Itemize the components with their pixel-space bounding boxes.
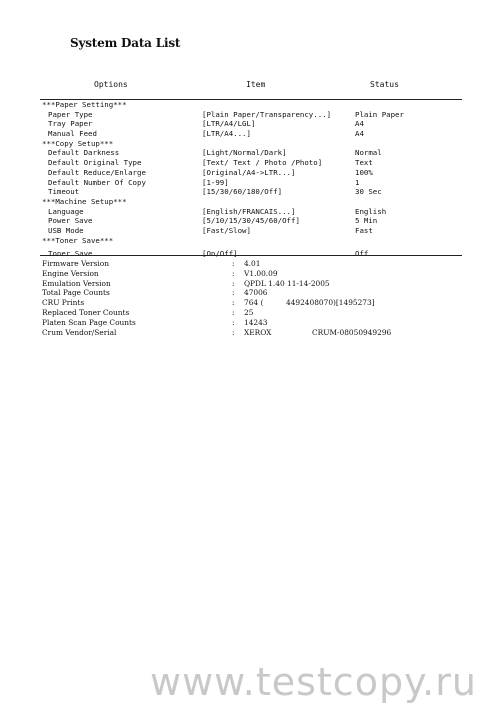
settings-row xyxy=(0,119,500,129)
info-value: XEROX xyxy=(244,327,272,337)
setting-item-choices: [Light/Normal/Dark] xyxy=(202,148,287,158)
setting-status: Fast xyxy=(355,225,373,235)
setting-status: Plain Paper xyxy=(355,109,404,119)
setting-item-choices: [Plain Paper/Transparency...] xyxy=(202,109,332,119)
setting-item-choices: [On/Off] xyxy=(202,249,238,259)
info-colon: : xyxy=(232,278,235,288)
setting-option: Default Reduce/Enlarge xyxy=(48,167,146,177)
info-value: V1.00.09 xyxy=(244,268,278,278)
header-status: Status xyxy=(370,80,399,89)
setting-status: A4 xyxy=(355,129,364,139)
setting-item-choices: [English/FRANCAIS...] xyxy=(202,206,296,216)
setting-item-choices: [1-99] xyxy=(202,177,229,187)
setting-option: Toner Save xyxy=(48,249,93,259)
info-value: 4.01 xyxy=(244,259,261,268)
info-colon: : xyxy=(232,268,235,278)
info-label: Platen Scan Page Counts xyxy=(42,317,136,327)
info-value: 14243 xyxy=(244,317,268,327)
settings-row xyxy=(0,158,500,168)
setting-option: Manual Feed xyxy=(48,129,97,139)
info-value-extra: 4492408070)[1495273] xyxy=(286,298,375,308)
settings-row xyxy=(0,216,500,226)
settings-section-header xyxy=(0,197,500,207)
info-row xyxy=(0,279,500,289)
setting-status: A4 xyxy=(355,119,364,129)
watermark: www.testcopy.ru xyxy=(150,660,477,704)
info-row xyxy=(0,269,500,279)
setting-option: ***Copy Setup*** xyxy=(42,138,114,148)
setting-option: ***Machine Setup*** xyxy=(42,196,127,206)
info-label: Replaced Toner Counts xyxy=(42,307,130,317)
info-label: Firmware Version xyxy=(42,259,109,268)
setting-status: Off xyxy=(355,249,369,259)
info-colon: : xyxy=(232,307,235,317)
setting-item-choices: [Text/ Text / Photo /Photo] xyxy=(202,158,323,168)
settings-row xyxy=(0,129,500,139)
page-title: System Data List xyxy=(70,36,181,50)
info-serial: CRUM-08050949296 xyxy=(312,327,392,337)
settings-section-header xyxy=(0,139,500,149)
setting-item-choices: [Fast/Slow] xyxy=(202,225,251,235)
setting-option: Default Darkness xyxy=(48,148,120,158)
setting-status: 100% xyxy=(355,167,373,177)
header-item: Item xyxy=(246,80,266,89)
info-value: 764 ( xyxy=(244,298,264,308)
setting-item-choices: [5/10/15/30/45/60/Off] xyxy=(202,216,300,226)
settings-section-header xyxy=(0,100,500,110)
setting-option: ***Toner Save*** xyxy=(42,235,114,245)
info-row xyxy=(0,298,500,308)
info-label: Engine Version xyxy=(42,268,99,278)
setting-item-choices: [LTR/A4/LGL] xyxy=(202,119,256,129)
setting-option: ***Paper Setting*** xyxy=(42,100,127,109)
setting-option: Tray Paper xyxy=(48,119,93,129)
settings-table xyxy=(0,100,500,259)
setting-option: Default Number Of Copy xyxy=(48,177,146,187)
settings-row xyxy=(0,178,500,188)
setting-status: Text xyxy=(355,158,373,168)
section-divider xyxy=(40,255,462,256)
settings-row xyxy=(0,187,500,197)
setting-item-choices: [Original/A4->LTR...] xyxy=(202,167,296,177)
info-row xyxy=(0,308,500,318)
info-colon: : xyxy=(232,317,235,327)
settings-section-header xyxy=(0,236,500,246)
setting-option: Default Original Type xyxy=(48,158,142,168)
info-colon: : xyxy=(232,288,235,298)
setting-status: 30 Sec xyxy=(355,187,382,197)
info-colon: : xyxy=(232,259,235,268)
setting-option: USB Mode xyxy=(48,225,84,235)
info-row xyxy=(0,288,500,298)
info-label: CRU Prints xyxy=(42,298,85,308)
setting-option: Paper Type xyxy=(48,109,93,119)
info-colon: : xyxy=(232,327,235,337)
setting-status: 5 Min xyxy=(355,216,378,226)
setting-item-choices: [LTR/A4...] xyxy=(202,129,251,139)
setting-option: Timeout xyxy=(48,187,80,197)
header-options: Options xyxy=(94,80,128,89)
settings-row xyxy=(0,207,500,217)
setting-status: 1 xyxy=(355,177,360,187)
info-colon: : xyxy=(232,298,235,308)
info-value: 25 xyxy=(244,307,254,317)
info-row xyxy=(0,259,500,269)
info-value: 47006 xyxy=(244,288,268,298)
setting-status: English xyxy=(355,206,387,216)
settings-row xyxy=(0,168,500,178)
info-label: Crum Vendor/Serial xyxy=(42,327,117,337)
info-row xyxy=(0,318,500,328)
info-label: Emulation Version xyxy=(42,278,111,288)
settings-row xyxy=(0,110,500,120)
info-value: QPDL 1.40 11-14-2005 xyxy=(244,278,330,288)
setting-option: Language xyxy=(48,206,84,216)
settings-row xyxy=(0,148,500,158)
setting-option: Power Save xyxy=(48,216,93,226)
machine-info-list xyxy=(0,259,500,337)
setting-status: Normal xyxy=(355,148,382,158)
info-label: Total Page Counts xyxy=(42,288,110,298)
settings-row xyxy=(0,226,500,236)
info-row xyxy=(0,328,500,338)
setting-item-choices: [15/30/60/180/Off] xyxy=(202,187,283,197)
